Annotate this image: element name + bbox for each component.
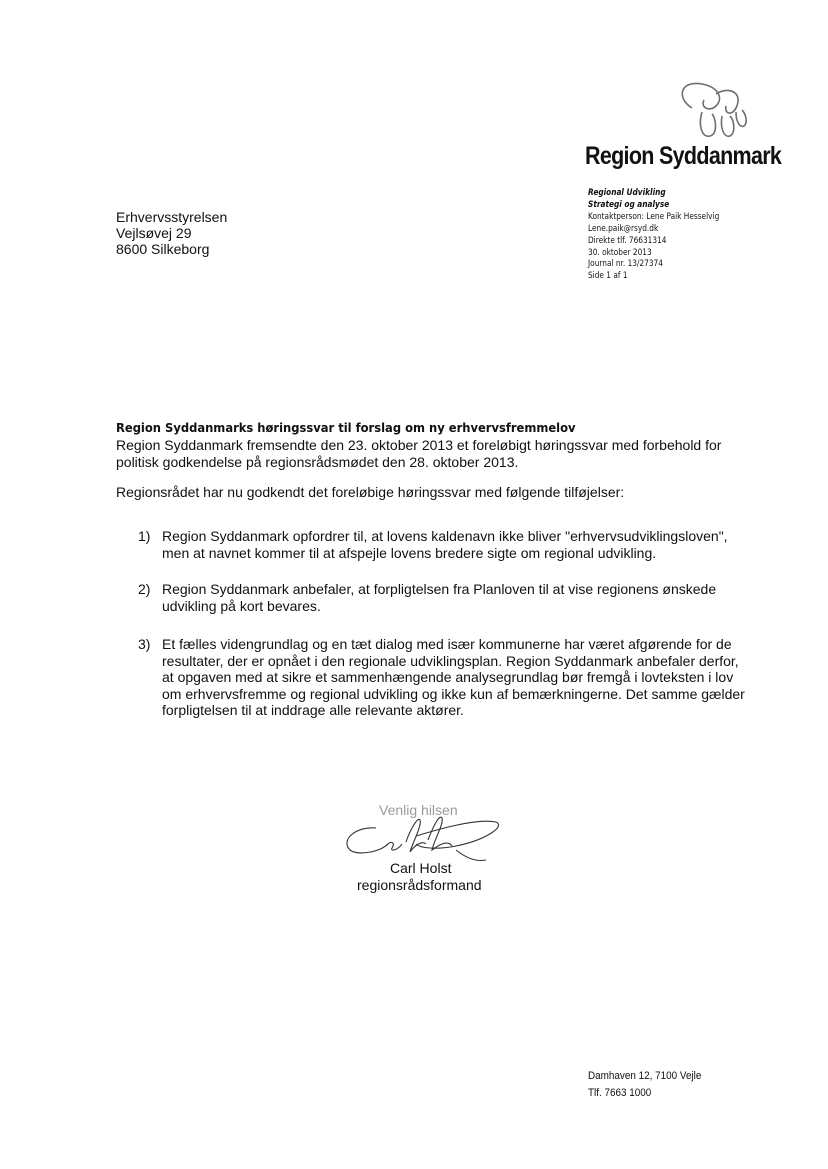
intro-paragraph: [116, 437, 721, 470]
footer-address: [588, 1068, 701, 1102]
item-line: Region Syddanmark opfordrer til, at lovens kaldenavn ikke bliver "erhvervsudviklingsloven",: [162, 528, 728, 544]
journal-number: Journal nr. 13/27374: [588, 259, 663, 270]
recipient-address: [116, 209, 227, 257]
footer-phone: Tlf. 7663 1000: [588, 1087, 652, 1099]
item-number: 1): [138, 528, 151, 544]
region-logo-mark: [662, 78, 772, 146]
item-number: 2): [138, 581, 151, 597]
signer-name: Carl Holst: [390, 860, 452, 876]
intro-line: Region Syddanmark fremsendte den 23. oktober 2013 et foreløbigt høringssvar med forbehold for: [116, 437, 722, 453]
email: Lene.paik@rsyd.dk: [588, 223, 659, 234]
item-number: 3): [138, 636, 151, 652]
letter-subject: Region Syddanmarks høringssvar til forslag om ny erhvervsfremmelov: [116, 420, 576, 435]
footer-street: Damhaven 12, 7100 Vejle: [588, 1070, 702, 1082]
recipient-line: Vejlsøvej 29: [116, 225, 192, 241]
signer-title: regionsrådsformand: [357, 877, 482, 893]
recipient-line: Erhvervsstyrelsen: [116, 209, 228, 225]
item-line: udvikling på kort bevares.: [162, 597, 321, 614]
page-number: Side 1 af 1: [588, 271, 628, 282]
department: Regional Udvikling: [588, 188, 666, 198]
letter-date: 30. oktober 2013: [588, 247, 652, 258]
item-line: at opgaven med at sikre et sammenhængende analysegrundlag bør fremgå i lovteksten i lov: [162, 669, 734, 686]
lead-paragraph: Regionsrådet har nu godkendt det foreløbige høringssvar med følgende tilføjelser:: [116, 484, 625, 500]
item-line: Et fælles videngrundlag og en tæt dialog med især kommunerne har været afgørende for de: [162, 636, 732, 652]
recipient-line: 8600 Silkeborg: [116, 241, 210, 257]
item-line: resultater, der er opnået i den regionale udviklingsplan. Region Syddanmark anbefaler derfor,: [162, 652, 739, 669]
intro-line: politisk godkendelse på regionsrådsmødet den 28. oktober 2013.: [116, 453, 519, 470]
item-line: men at navnet kommer til at afspejle lovens bredere sigte om regional udvikling.: [162, 544, 657, 561]
unit: Strategi og analyse: [588, 199, 670, 210]
item-line: forpligtelsen til at inddrage alle relevante aktører.: [162, 702, 464, 719]
contact-person: Kontaktperson: Lene Paik Hesselvig: [588, 211, 720, 222]
closing-greeting: Venlig hilsen: [379, 802, 458, 818]
logo-text: Region Syddanmark: [585, 142, 782, 170]
item-line: Region Syddanmark anbefaler, at forpligtelsen fra Planloven til at vise regionens ønskede: [162, 581, 717, 597]
sender-meta: [588, 188, 719, 283]
direct-phone: Direkte tlf. 76631314: [588, 235, 667, 246]
item-line: om erhvervsfremme og regional udvikling og ikke kun af bemærkningerne. Det samme gælder: [162, 685, 745, 702]
